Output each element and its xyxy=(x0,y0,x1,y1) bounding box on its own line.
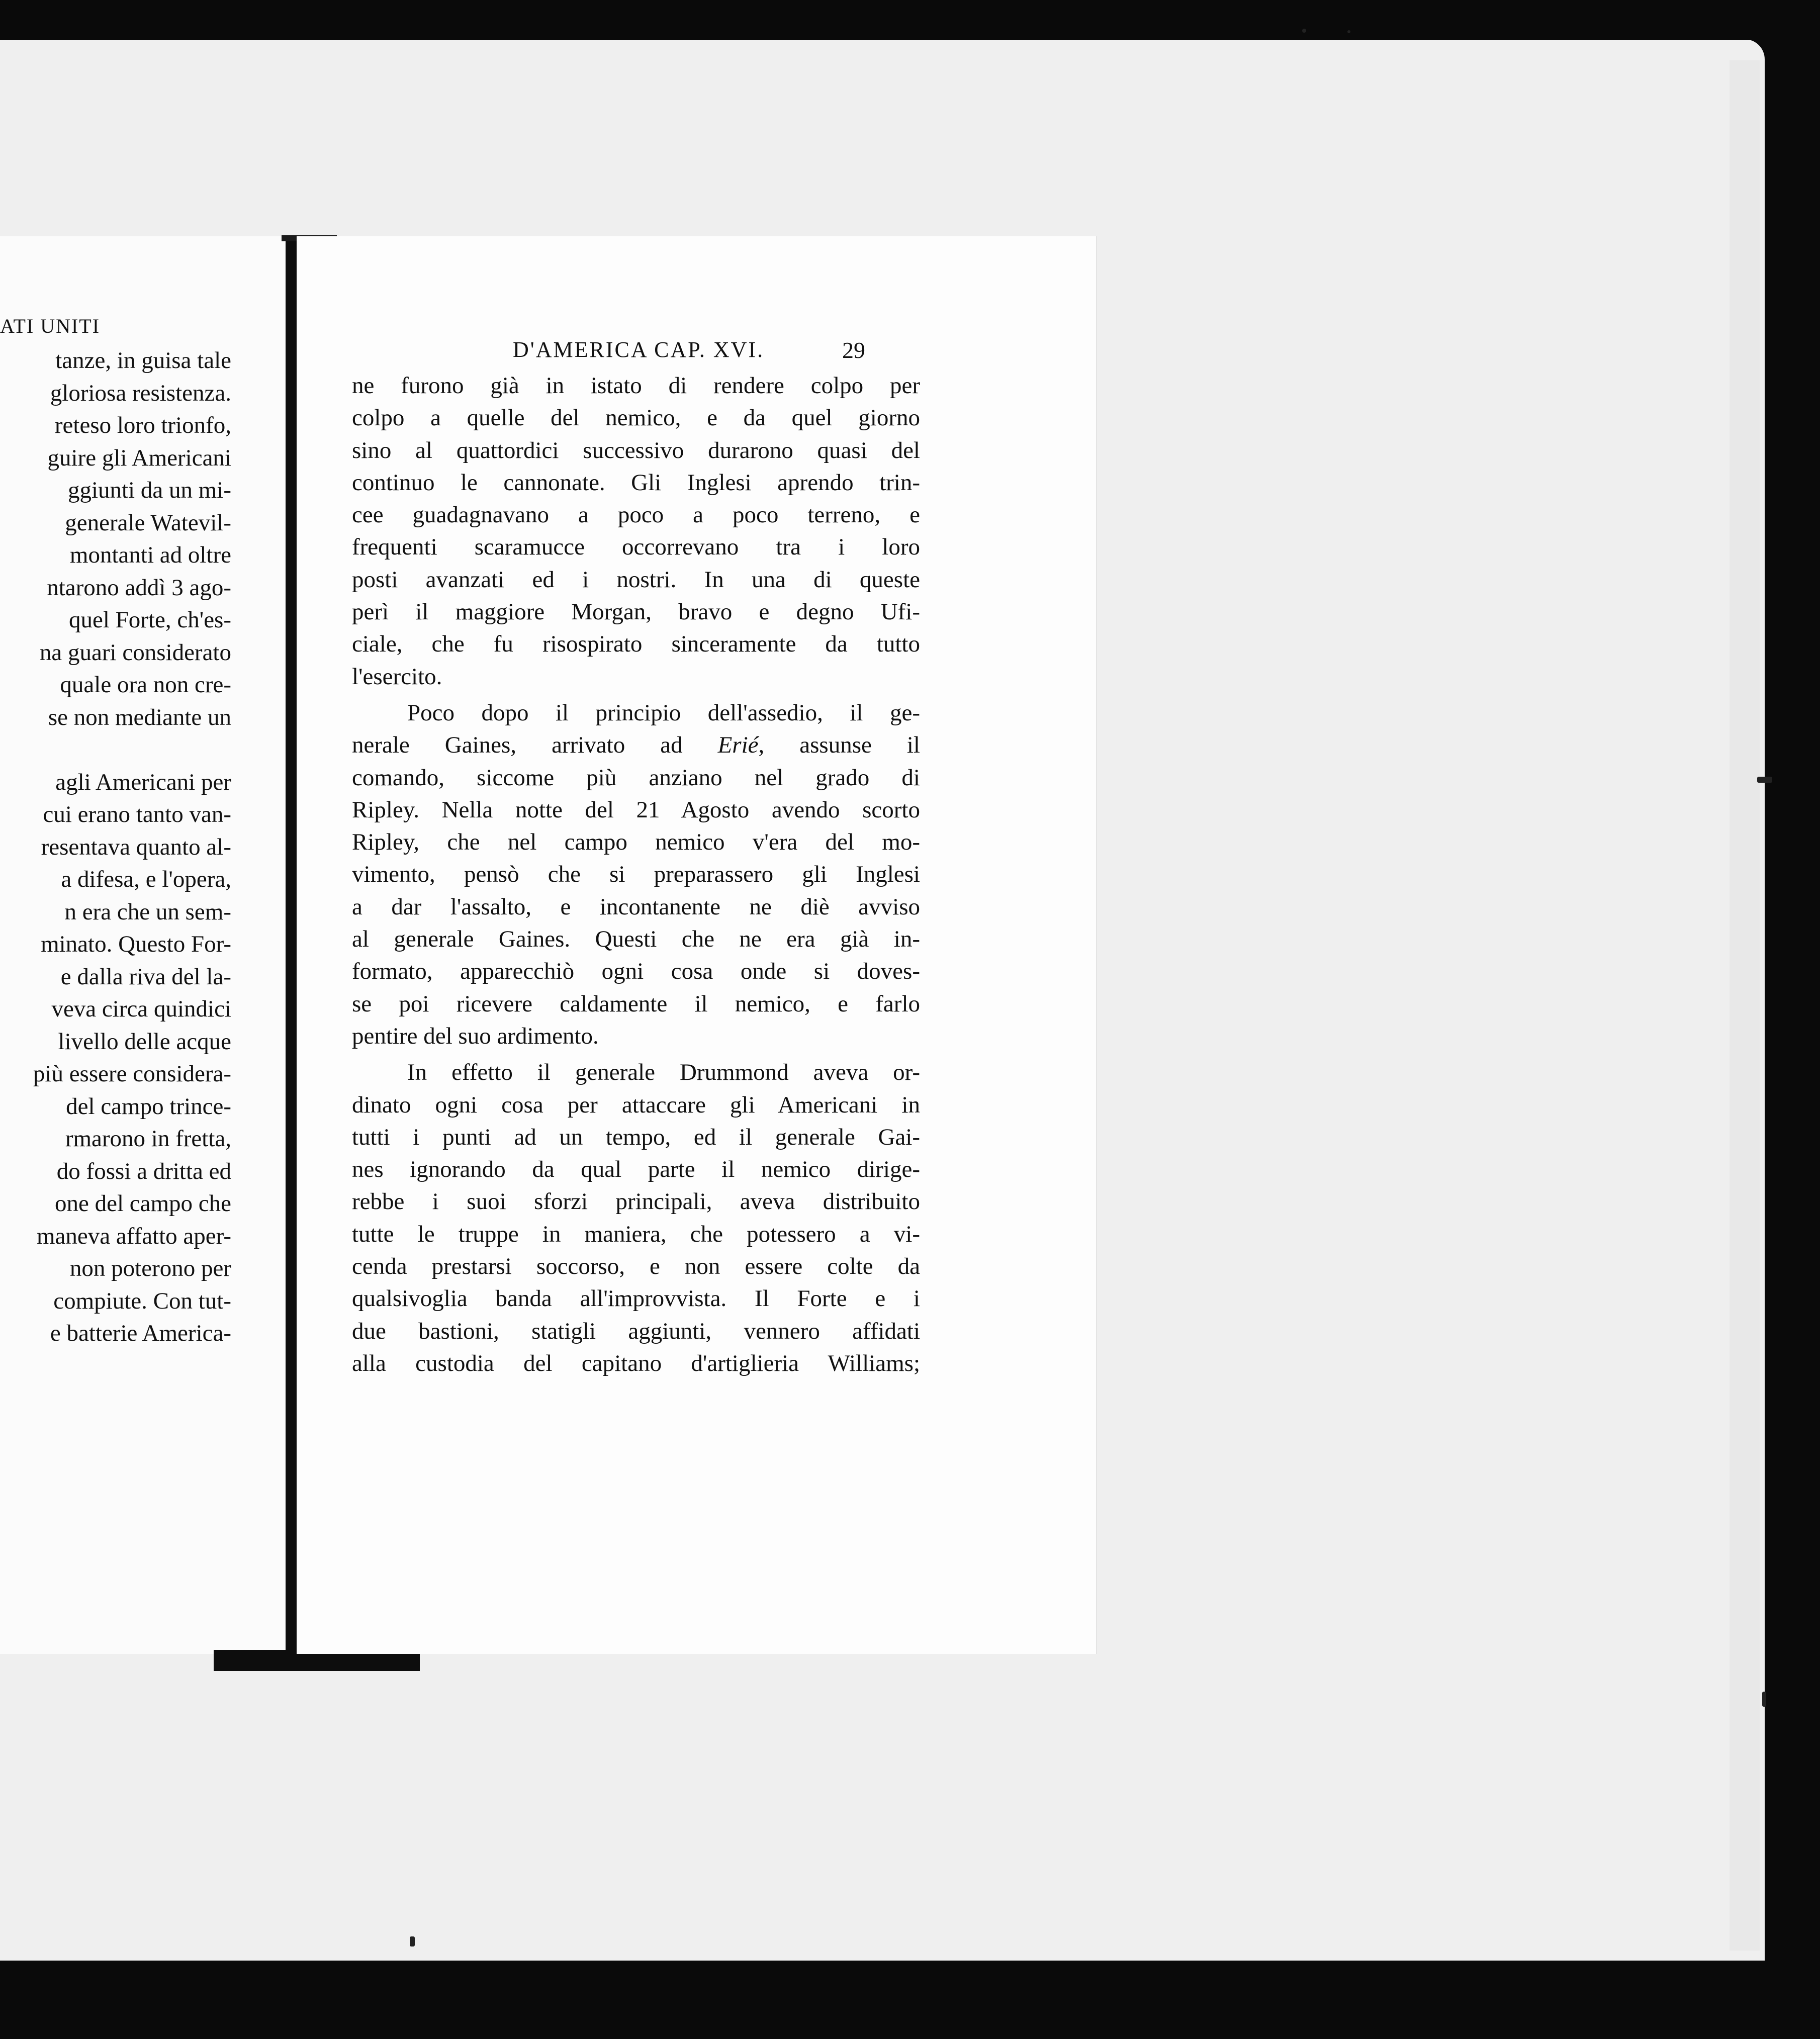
text-line: qualsivoglia banda all'improvvista. Il Forte e i xyxy=(352,1285,920,1312)
paragraph-gap xyxy=(352,1052,920,1056)
running-head-title: D'AMERICA CAP. XVI. xyxy=(513,337,765,362)
left-text-line: generale Watevil- xyxy=(65,509,231,536)
left-page-text xyxy=(0,344,231,1350)
text-line: formato, apparecchiò ogni cosa onde si doves- xyxy=(352,958,920,985)
left-text-line: livello delle acque xyxy=(58,1028,231,1055)
left-text-line: quel Forte, ch'es- xyxy=(68,607,231,633)
left-text-line: guire gli Americani xyxy=(47,444,231,471)
left-text-line: reteso loro trionfo, xyxy=(54,412,231,438)
text-line: ciale, che fu risospirato sinceramente da tutto xyxy=(352,631,920,658)
left-text-line: montanti ad oltre xyxy=(69,542,231,568)
text-run: nerale Gaines, arrivato ad xyxy=(352,732,718,759)
left-text-line: maneva affatto aper- xyxy=(36,1223,231,1249)
text-line: sino al quattordici successivo durarono quasi del xyxy=(352,437,920,464)
left-text-line: non poterono per xyxy=(69,1255,231,1281)
left-text-line: compiute. Con tut- xyxy=(53,1287,231,1314)
left-text-line: tanze, in guisa tale xyxy=(55,347,231,374)
text-line: Ripley, che nel campo nemico v'era del mo- xyxy=(352,829,920,856)
text-line: a dar l'assalto, e incontanente ne diè avviso xyxy=(352,893,920,920)
scan-frame-top xyxy=(0,0,1820,40)
text-line: ne furono già in istato di rendere colpo per xyxy=(352,373,920,399)
text-line: pentire del suo ardimento. xyxy=(352,1023,599,1049)
left-text-line: na guari considerato xyxy=(39,639,231,666)
left-text-line: cui erano tanto van- xyxy=(43,801,231,827)
text-line: dinato ogni cosa per attaccare gli Americani in xyxy=(352,1091,920,1118)
text-line: due bastioni, statigli aggiunti, vennero affidati xyxy=(352,1318,920,1344)
text-line: cee guadagnavano a poco a poco terreno, e xyxy=(352,502,920,528)
left-page xyxy=(0,236,292,1654)
page-body xyxy=(352,369,920,1379)
text-line: al generale Gaines. Questi che ne era già in- xyxy=(352,926,920,953)
text-line: colpo a quelle del nemico, e da quel giorno xyxy=(352,405,920,431)
text-line: continuo le cannonate. Gli Inglesi aprendo trin- xyxy=(352,469,920,496)
scan-speck xyxy=(410,1936,415,1947)
scan-frame-right xyxy=(1770,0,1820,2039)
sheet-edge xyxy=(1730,60,1760,1951)
text-line: alla custodia del capitano d'artiglieria Williams; xyxy=(352,1350,920,1376)
scan-speck xyxy=(1757,777,1772,783)
left-text-line: e batterie America- xyxy=(50,1320,231,1346)
text-line: tutte le truppe in maniera, che potessero a vi- xyxy=(352,1221,920,1247)
text-line: tutti i punti ad un tempo, ed il generale Gai- xyxy=(352,1124,920,1150)
left-text-line: se non mediante un xyxy=(48,704,231,730)
text-line: se poi ricevere caldamente il nemico, e farlo xyxy=(352,990,920,1017)
book-spine xyxy=(286,236,297,1654)
text-line: Poco dopo il principio dell'assedio, il ge- xyxy=(407,699,920,726)
left-text-line: resentava quanto al- xyxy=(41,833,231,860)
left-text-line: quale ora non cre- xyxy=(60,672,231,698)
left-text-line: minato. Questo For- xyxy=(41,931,231,957)
text-line: nes ignorando da qual parte il nemico dirige- xyxy=(352,1156,920,1183)
text-line: posti avanzati ed i nostri. In una di queste xyxy=(352,566,920,593)
left-text-line: ggiunti da un mi- xyxy=(67,477,231,503)
scan-speck xyxy=(1347,30,1350,33)
text-line: vimento, pensò che si preparassero gli Inglesi xyxy=(352,861,920,888)
text-line: frequenti scaramucce occorrevano tra i loro xyxy=(352,534,920,561)
left-running-head: ATI UNITI xyxy=(0,315,101,337)
text-line: comando, siccome più anziano nel grado di xyxy=(352,764,920,791)
text-line: rebbe i suoi sforzi principali, aveva distribuito xyxy=(352,1188,920,1215)
left-text-line: del campo trince- xyxy=(66,1093,231,1120)
left-text-line: one del campo che xyxy=(54,1190,231,1217)
left-text-line: n era che un sem- xyxy=(64,898,231,925)
text-line: cenda prestarsi soccorso, e non essere colte da xyxy=(352,1253,920,1280)
text-line: Ripley. Nella notte del 21 Agosto avendo scorto xyxy=(352,796,920,823)
text-line: perì il maggiore Morgan, bravo e degno Ufi- xyxy=(352,599,920,625)
scan-speck xyxy=(1762,1692,1766,1707)
left-text-line: e dalla riva del la- xyxy=(60,963,231,990)
left-text-line: gloriosa resistenza. xyxy=(50,380,231,406)
scan-speck xyxy=(1302,29,1306,33)
text-run: , assunse il xyxy=(758,732,920,759)
text-line xyxy=(352,729,920,761)
paragraph-gap xyxy=(352,693,920,697)
left-text-line: più essere considera- xyxy=(33,1061,231,1087)
left-text-line: agli Americani per xyxy=(55,769,231,795)
left-text-line: do fossi a dritta ed xyxy=(56,1158,231,1184)
left-text-line: rmarono in fretta, xyxy=(65,1126,231,1152)
place-name-italic: Erié xyxy=(717,732,759,759)
left-text-line: a difesa, e l'opera, xyxy=(61,866,231,892)
right-page xyxy=(297,236,1097,1654)
page-number: 29 xyxy=(842,337,865,363)
text-line: In effetto il generale Drummond aveva or- xyxy=(407,1059,920,1086)
left-text-line: veva circa quindici xyxy=(51,996,231,1022)
text-line: l'esercito. xyxy=(352,663,442,690)
left-text-line xyxy=(0,733,231,766)
left-text-line: ntarono addì 3 ago- xyxy=(47,574,231,601)
scan-frame-bottom xyxy=(0,1961,1820,2039)
